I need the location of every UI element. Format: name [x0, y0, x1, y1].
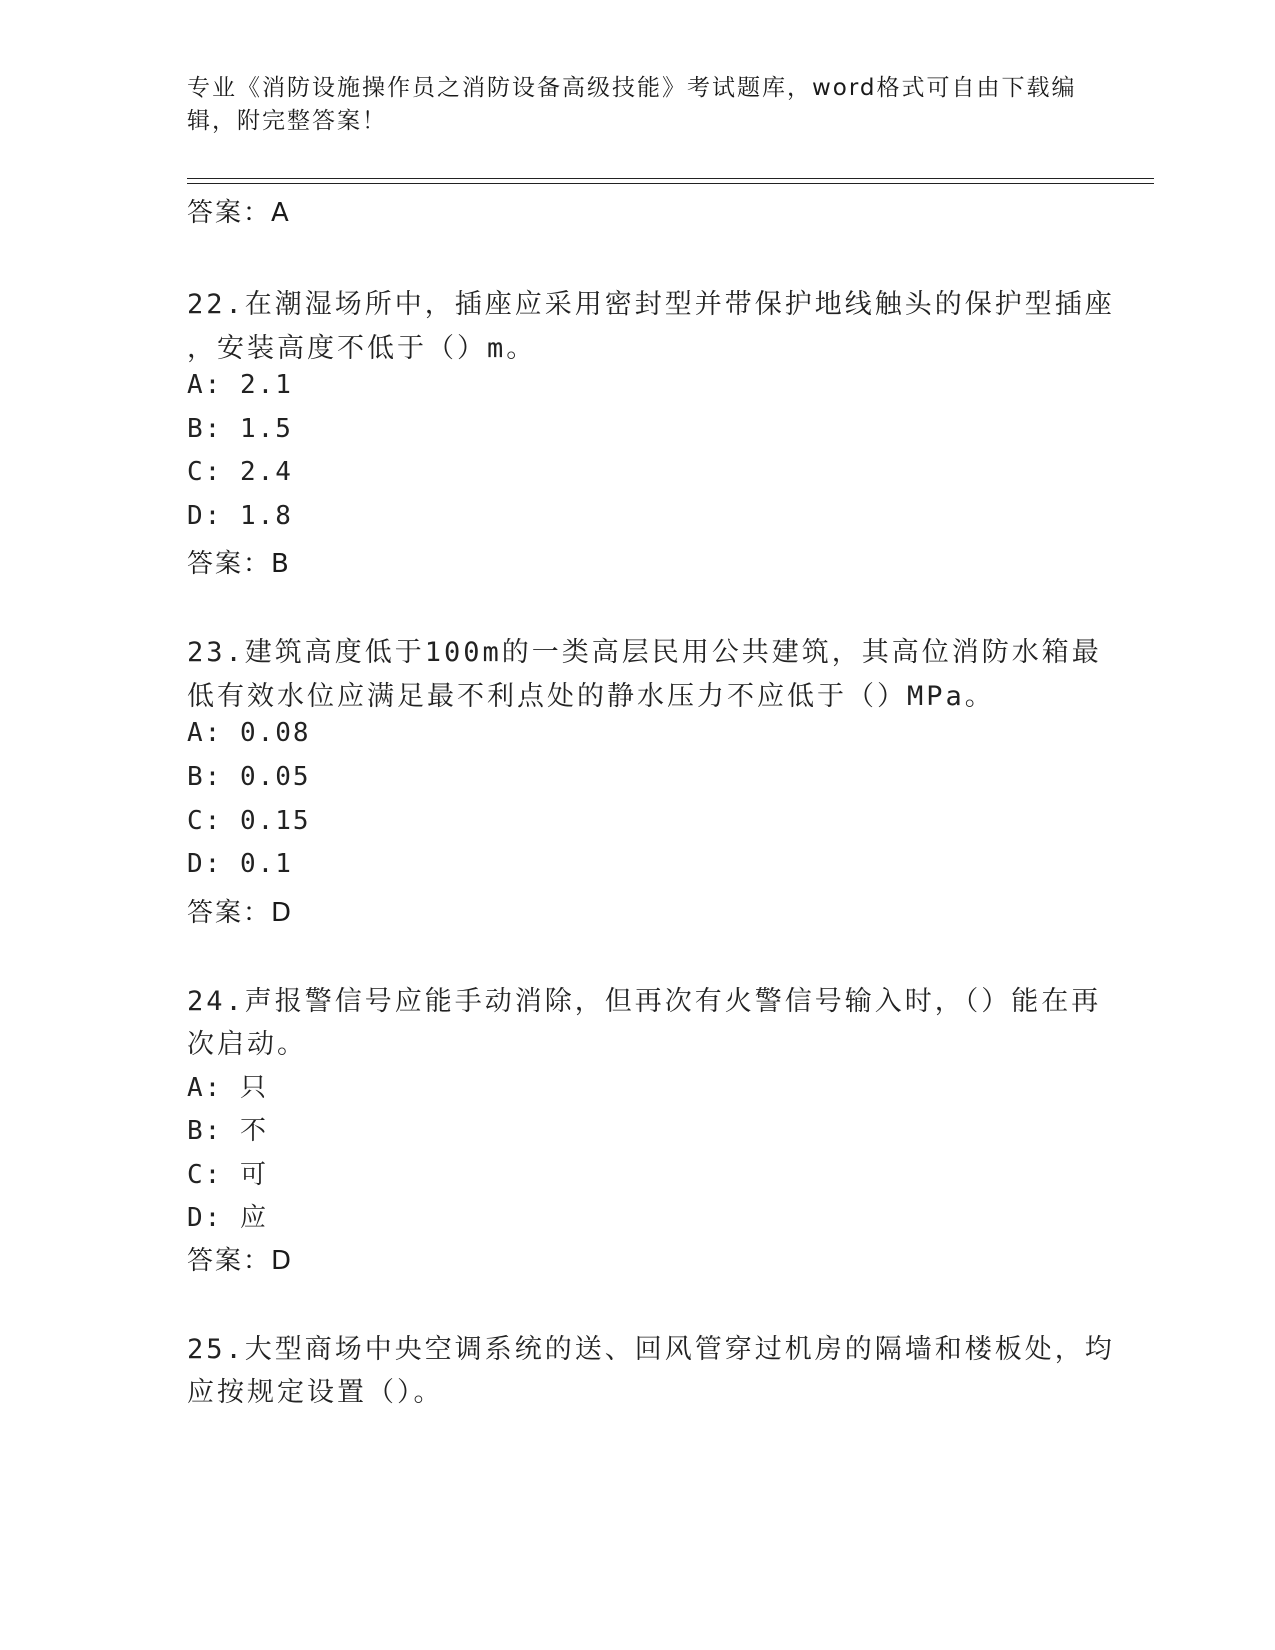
question-23-option-c: C: 0.15 [187, 806, 311, 836]
question-22-option-a: A: 2.1 [187, 370, 293, 400]
answer-21: 答案：A [187, 198, 291, 228]
question-23-answer: 答案：D [187, 898, 294, 928]
header-line-1: 专业《消防设施操作员之消防设备高级技能》考试题库，word格式可自由下载编 [187, 75, 1077, 101]
question-23-option-a: A: 0.08 [187, 718, 311, 748]
question-24-option-c: C: 可 [187, 1160, 268, 1190]
question-24-option-a: A: 只 [187, 1073, 268, 1103]
question-23-line-1: 23.建筑高度低于100m的一类高层民用公共建筑，其高位消防水箱最 [187, 637, 1102, 668]
question-24-option-b: B: 不 [187, 1116, 268, 1146]
question-22-answer: 答案：B [187, 549, 291, 579]
question-23-line-2: 低有效水位应满足最不利点处的静水压力不应低于（）MPa。 [187, 681, 995, 712]
question-24-line-1: 24.声报警信号应能手动消除，但再次有火警信号输入时，（）能在再 [187, 986, 1102, 1017]
question-22-option-c: C: 2.4 [187, 457, 293, 487]
question-25-line-2: 应按规定设置（）。 [187, 1377, 444, 1408]
header-line-2: 辑，附完整答案！ [187, 108, 387, 134]
question-22-option-b: B: 1.5 [187, 414, 293, 444]
question-22-line-1: 22.在潮湿场所中，插座应采用密封型并带保护地线触头的保护型插座 [187, 289, 1115, 320]
question-24-line-2: 次启动。 [187, 1029, 307, 1060]
question-22-line-2: ，安装高度不低于（）m。 [187, 333, 537, 364]
question-23-option-b: B: 0.05 [187, 762, 311, 792]
header-divider-top [187, 178, 1154, 179]
header-divider-bottom [187, 183, 1154, 184]
question-24-answer: 答案：D [187, 1246, 294, 1276]
question-23-option-d: D: 0.1 [187, 849, 293, 879]
question-25-line-1: 25.大型商场中央空调系统的送、回风管穿过机房的隔墙和楼板处，均 [187, 1334, 1115, 1365]
page-header [187, 72, 1087, 138]
question-22-option-d: D: 1.8 [187, 501, 293, 531]
question-24-option-d: D: 应 [187, 1203, 268, 1233]
